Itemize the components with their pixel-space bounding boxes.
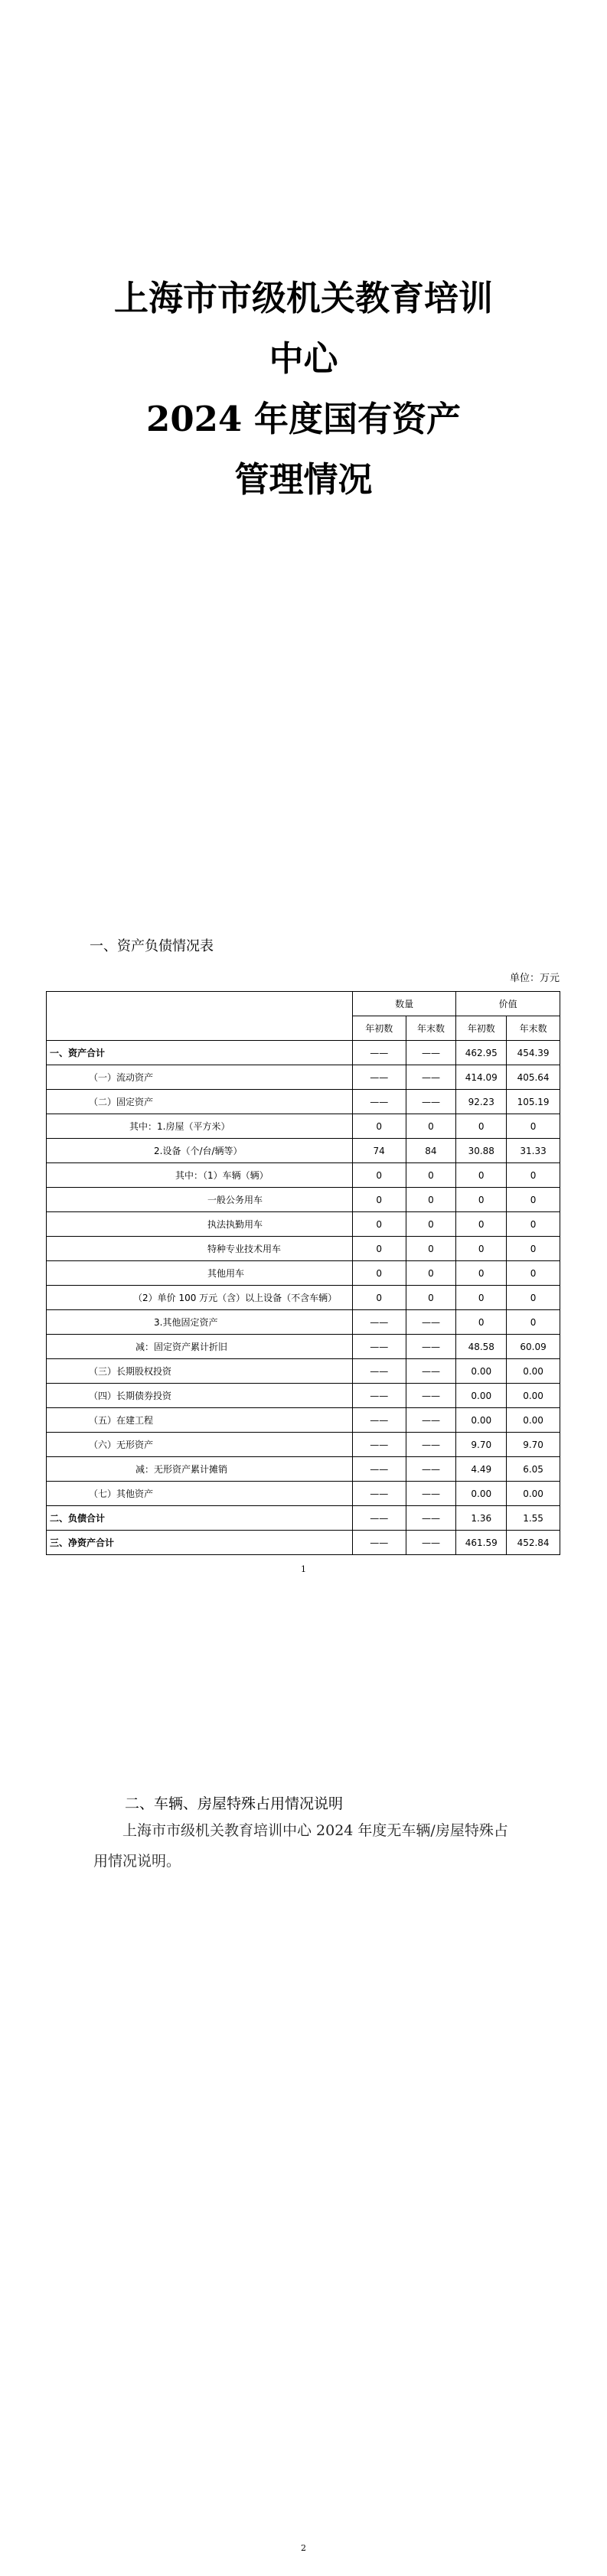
cell-qty-end: ——: [406, 1433, 456, 1457]
cell-qty-end: 0: [406, 1114, 456, 1139]
row-label: 其他用车: [47, 1261, 353, 1286]
cell-val-begin: 0: [456, 1114, 507, 1139]
cell-qty-begin: ——: [352, 1090, 406, 1114]
cell-qty-end: ——: [406, 1041, 456, 1065]
title-line-4: 管理情况: [234, 459, 373, 500]
cell-qty-end: ——: [406, 1408, 456, 1433]
table-row: [47, 1237, 560, 1261]
header-val-begin: 年初数: [456, 1016, 507, 1041]
cell-val-end: 405.64: [507, 1065, 560, 1090]
table-row: [47, 1090, 560, 1114]
table-row: [47, 1310, 560, 1335]
cell-qty-end: 0: [406, 1163, 456, 1188]
row-label: （六）无形资产: [47, 1433, 353, 1457]
cell-val-end: 31.33: [507, 1139, 560, 1163]
cell-qty-begin: ——: [352, 1310, 406, 1335]
table-row: [47, 1041, 560, 1065]
cell-val-begin: 1.36: [456, 1506, 507, 1531]
cell-val-end: 0.00: [507, 1359, 560, 1384]
cell-qty-begin: ——: [352, 1506, 406, 1531]
cell-val-end: 0: [507, 1310, 560, 1335]
table-row: [47, 1261, 560, 1286]
title-line-3: 2024 年度国有资产: [146, 399, 461, 439]
row-label: （五）在建工程: [47, 1408, 353, 1433]
table-row: [47, 1482, 560, 1506]
cell-qty-begin: 0: [352, 1286, 406, 1310]
asset-liability-table: [46, 991, 560, 1555]
row-label: 三、净资产合计: [47, 1531, 353, 1555]
cell-qty-end: 0: [406, 1188, 456, 1212]
cell-qty-begin: ——: [352, 1384, 406, 1408]
row-label: （三）长期股权投资: [47, 1359, 353, 1384]
cell-qty-end: ——: [406, 1457, 456, 1482]
cell-qty-begin: 0: [352, 1212, 406, 1237]
cell-val-begin: 92.23: [456, 1090, 507, 1114]
cell-val-begin: 461.59: [456, 1531, 507, 1555]
header-val-end: 年末数: [507, 1016, 560, 1041]
cell-qty-begin: ——: [352, 1433, 406, 1457]
cell-val-end: 0: [507, 1212, 560, 1237]
cell-qty-end: 0: [406, 1212, 456, 1237]
table-row: [47, 1286, 560, 1310]
cell-val-end: 0.00: [507, 1408, 560, 1433]
table-row: [47, 1188, 560, 1212]
cell-val-end: 0: [507, 1114, 560, 1139]
cell-val-end: 1.55: [507, 1506, 560, 1531]
cell-val-end: 60.09: [507, 1335, 560, 1359]
row-label: 减：无形资产累计摊销: [47, 1457, 353, 1482]
row-label: （一）流动资产: [47, 1065, 353, 1090]
cell-qty-end: ——: [406, 1359, 456, 1384]
table-row: [47, 1506, 560, 1531]
row-label: 2.设备（个/台/辆等）: [47, 1139, 353, 1163]
header-value: 价值: [456, 992, 560, 1016]
header-blank: [47, 992, 353, 1041]
cell-qty-end: ——: [406, 1531, 456, 1555]
row-label: （四）长期债券投资: [47, 1384, 353, 1408]
cell-qty-end: 0: [406, 1286, 456, 1310]
cell-val-begin: 0: [456, 1286, 507, 1310]
cell-val-begin: 48.58: [456, 1335, 507, 1359]
cell-val-begin: 9.70: [456, 1433, 507, 1457]
cell-qty-begin: ——: [352, 1457, 406, 1482]
header-qty-end: 年末数: [406, 1016, 456, 1041]
cell-qty-end: 0: [406, 1237, 456, 1261]
cell-qty-end: ——: [406, 1482, 456, 1506]
cell-qty-begin: ——: [352, 1065, 406, 1090]
cell-val-end: 9.70: [507, 1433, 560, 1457]
cell-val-end: 6.05: [507, 1457, 560, 1482]
table-row: [47, 1335, 560, 1359]
table-row: [47, 1212, 560, 1237]
table-row: [47, 1139, 560, 1163]
cell-qty-begin: ——: [352, 1041, 406, 1065]
table-row: [47, 1359, 560, 1384]
cell-qty-end: ——: [406, 1065, 456, 1090]
cell-val-end: 105.19: [507, 1090, 560, 1114]
cell-val-begin: 0: [456, 1310, 507, 1335]
row-label: 其中：1.房屋（平方米）: [47, 1114, 353, 1139]
cell-qty-end: ——: [406, 1506, 456, 1531]
cell-qty-begin: 0: [352, 1237, 406, 1261]
cell-val-begin: 0: [456, 1188, 507, 1212]
cell-val-end: 0: [507, 1188, 560, 1212]
cell-val-end: 454.39: [507, 1041, 560, 1065]
cell-qty-begin: ——: [352, 1531, 406, 1555]
cell-val-begin: 462.95: [456, 1041, 507, 1065]
section1-heading: 一、资产负债情况表: [90, 938, 214, 954]
table-row: [47, 1531, 560, 1555]
cell-val-begin: 0.00: [456, 1384, 507, 1408]
row-label: 其中：（1）车辆（辆）: [47, 1163, 353, 1188]
row-label: 一、资产合计: [47, 1041, 353, 1065]
cell-qty-begin: ——: [352, 1482, 406, 1506]
cell-val-begin: 0: [456, 1212, 507, 1237]
page-number-2: 2: [301, 2543, 306, 2553]
table-row: [47, 1408, 560, 1433]
cell-val-begin: 414.09: [456, 1065, 507, 1090]
row-label: 二、负债合计: [47, 1506, 353, 1531]
title-line-1: 上海市市级机关教育培训: [113, 278, 493, 318]
cell-qty-begin: 74: [352, 1139, 406, 1163]
table-row: [47, 1457, 560, 1482]
cell-val-begin: 0.00: [456, 1482, 507, 1506]
cell-val-begin: 0.00: [456, 1408, 507, 1433]
cell-val-end: 0.00: [507, 1482, 560, 1506]
header-qty-begin: 年初数: [352, 1016, 406, 1041]
cell-qty-begin: ——: [352, 1359, 406, 1384]
table-row: [47, 1433, 560, 1457]
cell-val-begin: 4.49: [456, 1457, 507, 1482]
cell-qty-end: ——: [406, 1335, 456, 1359]
page-number-1: 1: [301, 1564, 306, 1574]
cell-qty-begin: 0: [352, 1114, 406, 1139]
cell-val-end: 452.84: [507, 1531, 560, 1555]
cell-qty-end: 0: [406, 1261, 456, 1286]
cell-qty-begin: 0: [352, 1163, 406, 1188]
section2-body: 上海市市级机关教育培训中心 2024 年度无车辆/房屋特殊占用情况说明。: [93, 1822, 508, 1870]
table-row: [47, 1163, 560, 1188]
cell-qty-begin: 0: [352, 1261, 406, 1286]
section2-heading: 二、车辆、房屋特殊占用情况说明: [125, 1795, 344, 1812]
table-row: [47, 1065, 560, 1090]
header-quantity: 数量: [352, 992, 456, 1016]
row-label: （七）其他资产: [47, 1482, 353, 1506]
unit-label: 单位：万元: [509, 973, 560, 984]
cell-val-begin: 0: [456, 1163, 507, 1188]
cell-val-end: 0: [507, 1261, 560, 1286]
cell-val-end: 0: [507, 1237, 560, 1261]
cell-qty-begin: ——: [352, 1408, 406, 1433]
cell-val-begin: 0: [456, 1237, 507, 1261]
document-title: [0, 268, 607, 510]
table-row: [47, 1384, 560, 1408]
cell-qty-begin: ——: [352, 1335, 406, 1359]
row-label: （二）固定资产: [47, 1090, 353, 1114]
row-label: 执法执勤用车: [47, 1212, 353, 1237]
cell-qty-end: 84: [406, 1139, 456, 1163]
cell-val-begin: 0.00: [456, 1359, 507, 1384]
cell-val-begin: 30.88: [456, 1139, 507, 1163]
cell-val-end: 0: [507, 1163, 560, 1188]
row-label: （2）单价 100 万元（含）以上设备（不含车辆）: [47, 1286, 353, 1310]
title-line-2: 中心: [269, 338, 338, 379]
cell-val-end: 0.00: [507, 1384, 560, 1408]
cell-qty-end: ——: [406, 1090, 456, 1114]
row-label: 特种专业技术用车: [47, 1237, 353, 1261]
cell-qty-end: ——: [406, 1384, 456, 1408]
row-label: 3.其他固定资产: [47, 1310, 353, 1335]
row-label: 减：固定资产累计折旧: [47, 1335, 353, 1359]
cell-val-end: 0: [507, 1286, 560, 1310]
cell-qty-begin: 0: [352, 1188, 406, 1212]
cell-qty-end: ——: [406, 1310, 456, 1335]
table-row: [47, 1114, 560, 1139]
row-label: 一般公务用车: [47, 1188, 353, 1212]
cell-val-begin: 0: [456, 1261, 507, 1286]
